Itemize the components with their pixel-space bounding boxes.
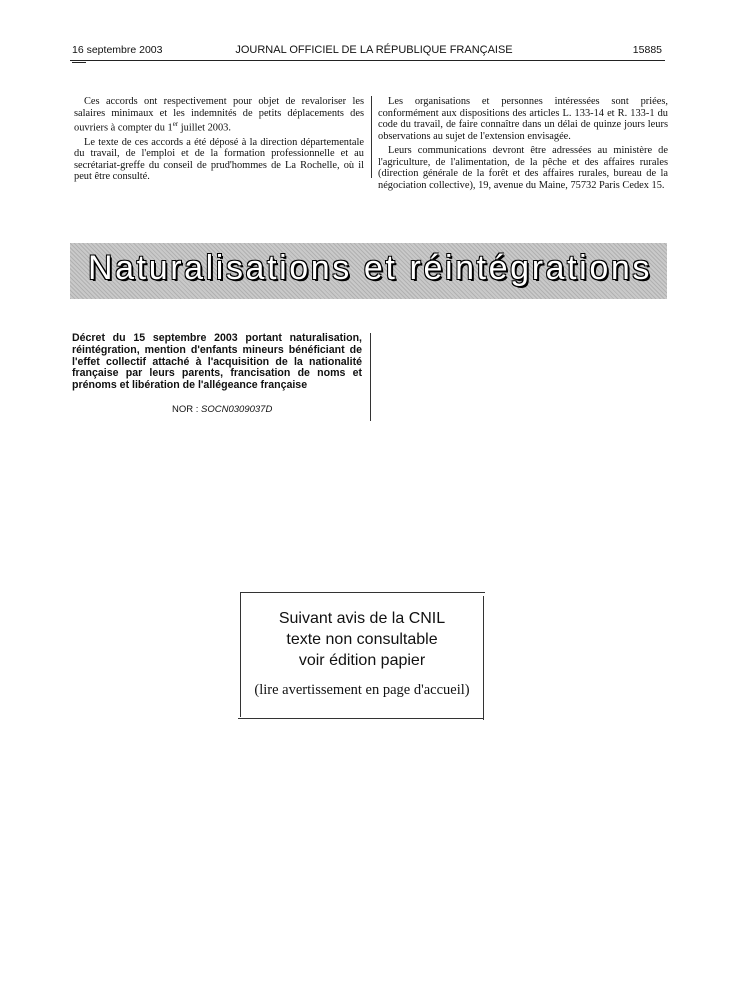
cnil-notice-line-2: texte non consultable bbox=[286, 631, 438, 648]
right-column bbox=[378, 96, 668, 194]
column-separator bbox=[371, 96, 372, 178]
header-date: 16 septembre 2003 bbox=[72, 44, 163, 56]
nor-code: SOCN0309037D bbox=[201, 404, 273, 415]
section-title: Naturalisations et réintégrations bbox=[88, 249, 652, 287]
left-paragraph-2: Le texte de ces accords a été déposé à la direction départementale du travail, de l'emploi et de la formation professionnelle et au secrétariat-greffe du conseil de prud'hommes de La Rochelle, où il peut être consulté. bbox=[74, 136, 364, 183]
nor-reference bbox=[172, 404, 272, 415]
cnil-box-bottom-border bbox=[238, 718, 484, 719]
right-paragraph-1: Les organisations et personnes intéressées sont priées, conformément aux dispositions des articles L. 133-14 et R. 133-1 du code du travail, de faire connaître dans un délai de quinze jours leurs observations au sujet de l'extension envisagée. bbox=[378, 96, 668, 142]
left-paragraph-1-end: juillet 2003. bbox=[178, 122, 231, 134]
left-paragraph-1-text: Ces accords ont respectivement pour objet de revaloriser les salaires minimaux et les indemnités de petits déplacements des ouvriers à compter du 1 bbox=[74, 96, 364, 134]
decree-title: Décret du 15 septembre 2003 portant naturalisation, réintégration, mention d'enfants mineurs bénéficiant de l'effet collectif attaché à l'acquisition de la nationalité française par leurs parents, francisation de noms et prénoms et libération de l'allégeance française bbox=[72, 332, 362, 392]
left-column bbox=[74, 96, 364, 186]
header-rule bbox=[70, 60, 665, 61]
left-paragraph-1 bbox=[74, 96, 364, 134]
nor-label: NOR : bbox=[172, 404, 202, 415]
cnil-notice-line-4: (lire avertissement en page d'accueil) bbox=[254, 682, 470, 698]
page-number: 15885 bbox=[632, 44, 662, 56]
header-tick-mark bbox=[72, 62, 86, 63]
decree-column-separator bbox=[370, 333, 371, 421]
cnil-notice-line-1: Suivant avis de la CNIL bbox=[278, 610, 446, 627]
ordinal-superscript: er bbox=[172, 120, 179, 128]
journal-title: JOURNAL OFFICIEL DE LA RÉPUBLIQUE FRANÇAISE bbox=[235, 44, 513, 56]
section-banner bbox=[70, 243, 667, 299]
cnil-notice-line-3: voir édition papier bbox=[298, 652, 426, 669]
right-paragraph-2: Leurs communications devront être adressées au ministère de l'agriculture, de l'alimentation, de la pêche et des affaires rurales (direction générale de la forêt et des affaires rurales, bureau de la négociation collective), 19, avenue du Maine, 75732 Paris Cedex 15. bbox=[378, 145, 668, 191]
